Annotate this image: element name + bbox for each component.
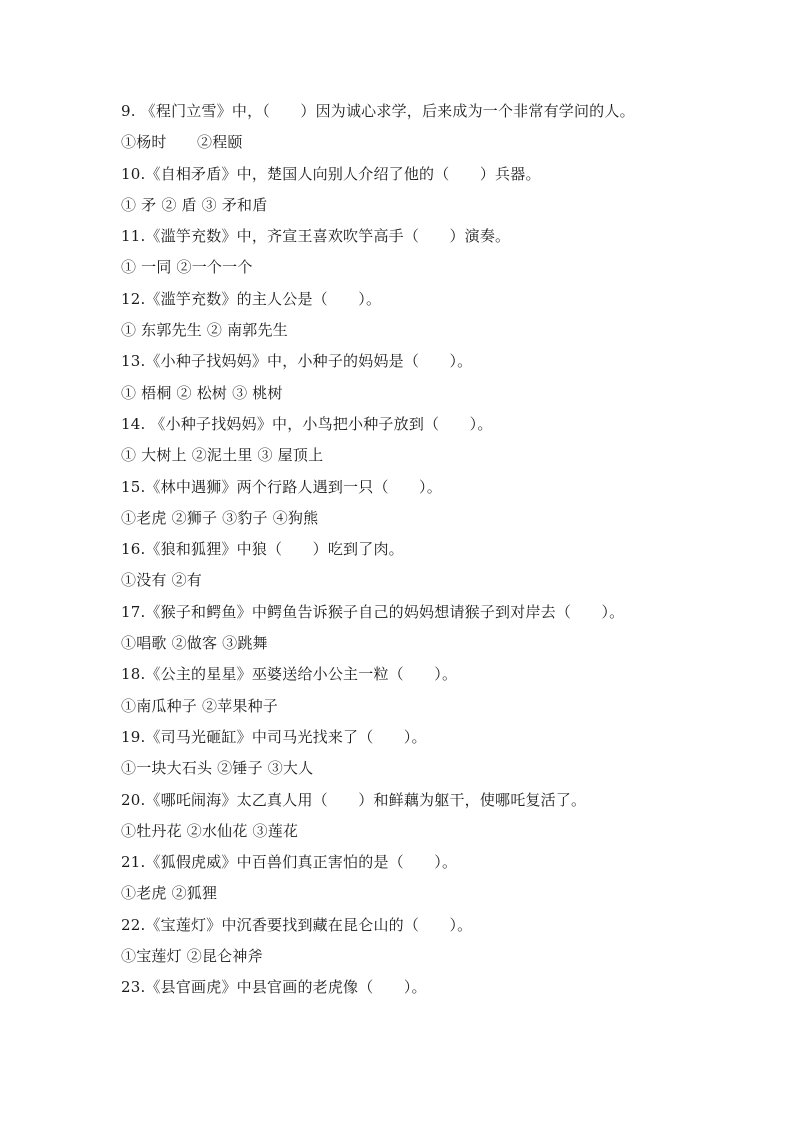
question-19: 19.《司马光砸缸》中司马光找来了（ ）。 (121, 727, 427, 746)
question-10: 10.《自相矛盾》中，楚国人向别人介绍了他的（ ）兵器。 (121, 164, 541, 183)
options-18: ①南瓜种子 ②苹果种子 (121, 696, 278, 715)
question-13: 13.《小种子找妈妈》中，小种子的妈妈是（ ）。 (121, 352, 473, 371)
options-14: ① 大树上 ②泥土里 ③ 屋顶上 (121, 446, 324, 465)
options-20: ①牡丹花 ②水仙花 ③莲花 (121, 821, 299, 840)
options-15: ①老虎 ②狮子 ③豹子 ④狗熊 (121, 508, 319, 527)
question-23: 23.《县官画虎》中县官画的老虎像（ ）。 (121, 978, 427, 997)
options-10: ① 矛 ② 盾 ③ 矛和盾 (121, 195, 268, 214)
options-11: ① 一同 ②一个一个 (121, 258, 253, 277)
question-15: 15.《林中遇狮》两个行路人遇到一只（ ）。 (121, 477, 442, 496)
question-12: 12.《滥竽充数》的主人公是（ ）。 (121, 289, 382, 308)
question-18: 18.《公主的星星》巫婆送给小公主一粒（ ）。 (121, 665, 458, 684)
question-21: 21.《狐假虎威》中百兽们真正害怕的是（ ）。 (121, 853, 458, 872)
options-13: ① 梧桐 ② 松树 ③ 桃树 (121, 383, 283, 402)
options-22: ①宝莲灯 ②昆仑神斧 (121, 947, 263, 966)
question-14: 14. 《小种子找妈妈》中，小鸟把小种子放到（ ）。 (121, 414, 493, 433)
options-19: ①一块大石头 ②锤子 ③大人 (121, 759, 314, 778)
question-20: 20.《哪吒闹海》太乙真人用（ ）和鲜藕为躯干，使哪吒复活了。 (121, 790, 587, 809)
options-21: ①老虎 ②狐狸 (121, 884, 218, 903)
question-22: 22.《宝莲灯》中沉香要找到藏在昆仑山的（ ）。 (121, 915, 473, 934)
question-list (121, 96, 721, 1004)
options-16: ①没有 ②有 (121, 571, 202, 590)
question-11: 11.《滥竽充数》中，齐宣王喜欢吹竽高手（ ）演奏。 (121, 227, 511, 246)
question-17: 17.《猴子和鳄鱼》中鳄鱼告诉猴子自己的妈妈想请猴子到对岸去（ ）。 (121, 602, 625, 621)
options-17: ①唱歌 ②做客 ③跳舞 (121, 634, 268, 653)
question-16: 16.《狼和狐狸》中狼（ ）吃到了肉。 (121, 540, 404, 559)
options-9: ①杨时 ②程颐 (121, 133, 243, 152)
question-9: 9. 《程门立雪》中，（ ）因为诚心求学，后来成为一个非常有学问的人。 (121, 102, 635, 120)
options-12: ① 东郭先生 ② 南郭先生 (121, 321, 288, 340)
